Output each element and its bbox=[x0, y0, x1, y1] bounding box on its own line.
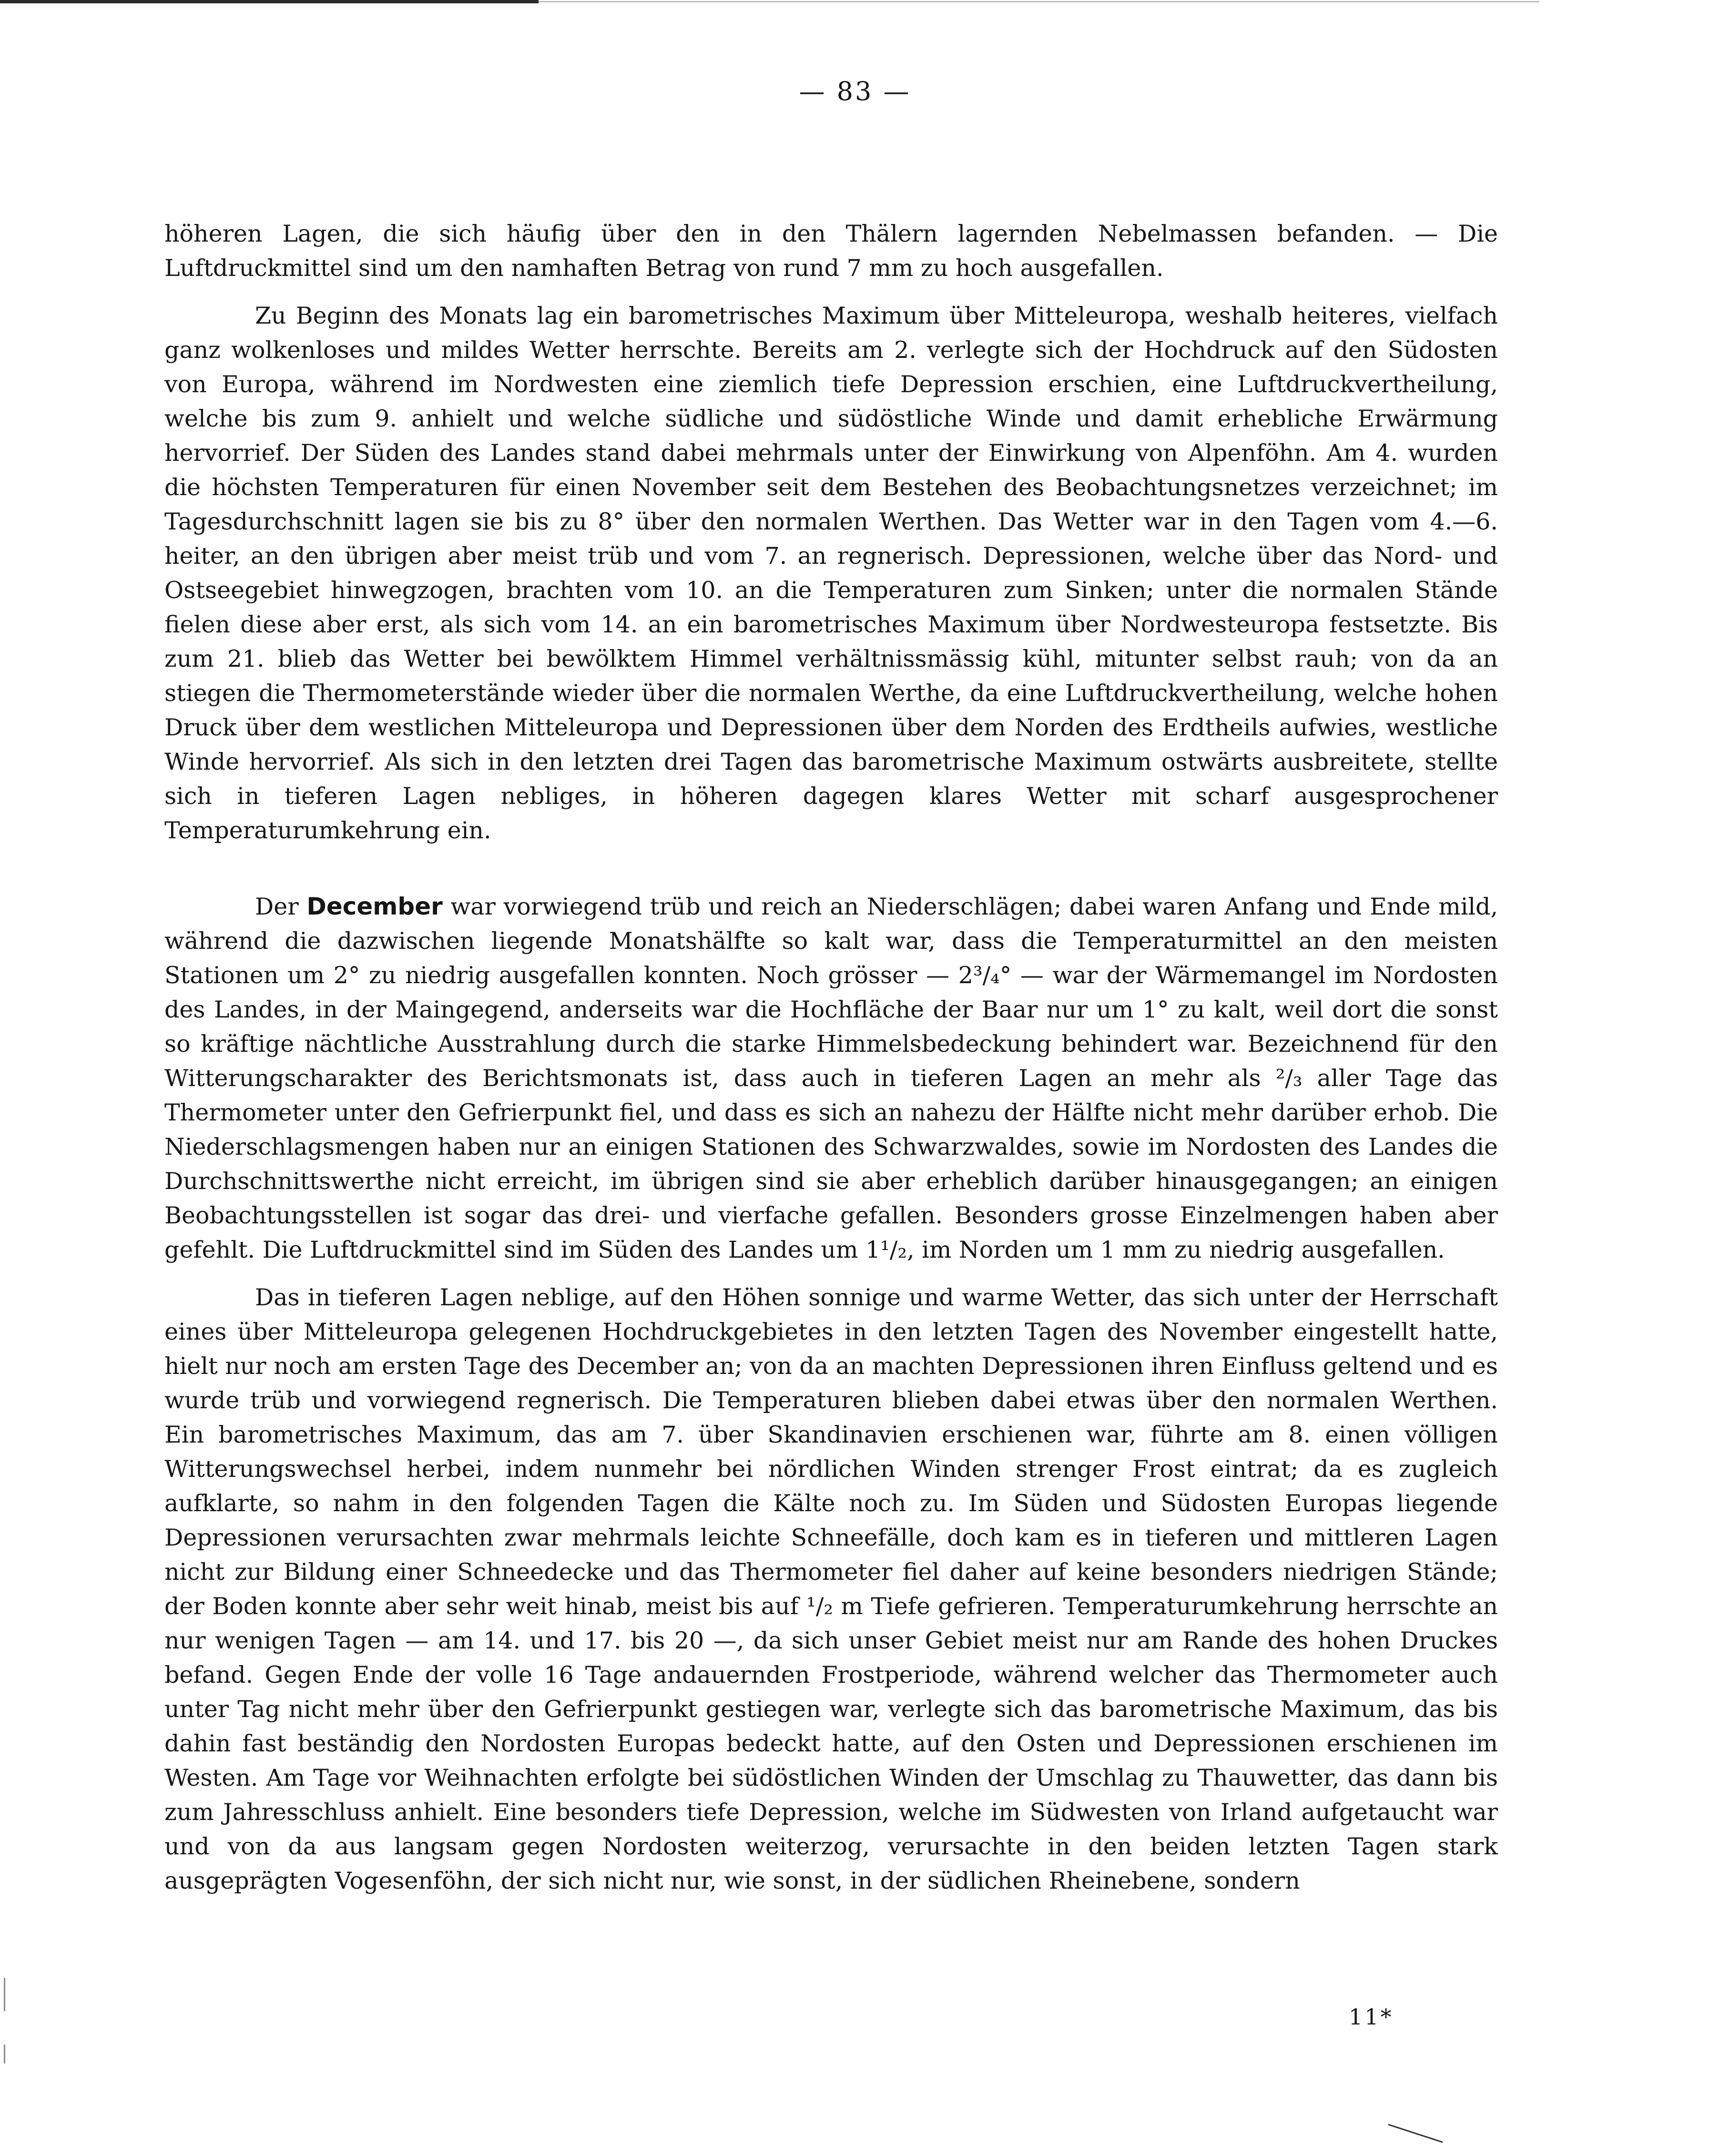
december-text-part2: — war der Wärmemangel im Nordosten des Landes, in der Maingegend, anderseits war die Hochfläche der Baar nur um 1° zu kalt, weil dort die sonst so kräftige nächtliche Ausstrahlung durch die starke Himmelsbedeckung behindert war. Bezeichnend für den Witterungscharakter des Berichtsmonats ist, dass auch in tieferen Lagen an mehr als bbox=[164, 962, 1498, 1092]
fraction-one-half: ¹/₂ bbox=[806, 1593, 833, 1620]
month-heading-december: December bbox=[306, 893, 443, 920]
sheet-signature: 11* bbox=[1349, 2004, 1394, 2030]
fraction-two-three-quarters: 2³/₄° bbox=[958, 962, 1012, 989]
top-border-rule bbox=[0, 0, 539, 3]
november-section bbox=[164, 217, 1498, 848]
paragraph-continuation: höheren Lagen, die sich häufig über den in den Thälern lagernden Nebelmassen befanden. — Die Luftdruckmittel sind um den namhaften Betrag von rund 7 mm zu hoch ausgefallen. bbox=[164, 220, 1498, 282]
paragraph-november: Zu Beginn des Monats lag ein barometrisches Maximum über Mitteleuropa, weshalb heiteres, vielfach ganz wolkenloses und mildes Wetter herrschte. Bereits am 2. verlegte sich der Hochdruck auf den Südosten von Europa, während im Nordwesten eine ziemlich tiefe Depression erschien, eine Luftdruckvertheilung, welche bis zum 9. anhielt und welche südliche und südöstliche Winde und damit erhebliche Erwärmung hervorrief. Der Süden des Landes stand dabei mehrmals unter der Einwirkung von Alpenföhn. Am 4. wurden die höchsten Temperaturen für einen November seit dem Bestehen des Beobachtungsnetzes verzeichnet; im Tagesdurchschnitt lagen sie bis zu 8° über den normalen Werthen. Das Wetter war in den Tagen vom 4.—6. heiter, an den übrigen aber meist trüb und vom 7. an regnerisch. Depressionen, welche über das Nord- und Ostseegebiet hinwegzogen, brachten vom 10. an die Temperaturen zum Sinken; unter die normalen Stände fielen diese aber erst, als sich vom 14. an ein barometrisches Maximum über Nordwesteuropa festsetzte. Bis zum 21. blieb das Wetter bei bewölktem Himmel verhältnissmässig kühl, mitunter selbst rauh; von da an stiegen die Thermometerstände wieder über die normalen Werthe, da eine Luftdruckvertheilung, welche hohen Druck über dem westlichen Mitteleuropa und Depressionen über dem Norden des Erdtheils aufwies, westliche Winde hervorrief. Als sich in den letzten drei Tagen das barometrische Maximum ostwärts ausbreitete, stellte sich in tieferen Lagen nebliges, in höheren dagegen klares Wetter mit scharf ausgesprochener Temperaturumkehrung ein. bbox=[164, 302, 1498, 844]
december-section bbox=[164, 889, 1498, 1898]
december-text-part1: war vorwiegend trüb und reich an Niederschlägen; dabei waren Anfang und Ende mild, während die dazwischen liegende Monatshälfte so kalt war, dass die Temperaturmittel an den meisten Stationen um 2° zu niedrig ausgefallen konnten. Noch grösser — bbox=[164, 893, 1498, 989]
top-border-rule-faint bbox=[539, 1, 1539, 2]
paragraph-december-summary bbox=[164, 889, 1498, 1267]
fraction-one-and-half: 1¹/₂ bbox=[865, 1236, 907, 1263]
scan-edge-mark bbox=[4, 2044, 5, 2064]
scan-corner-mark bbox=[1388, 2124, 1443, 2143]
december-lead-word: Der bbox=[255, 893, 299, 920]
scan-edge-mark bbox=[4, 1978, 5, 2011]
page-number: — 83 — bbox=[799, 76, 911, 106]
december-weather-text-cont: m Tiefe gefrieren. Temperaturumkehrung herrschte an nur wenigen Tagen — am 14. und 17. bis 20 —, da sich unser Gebiet meist nur am Rande des hohen Druckes befand. Gegen Ende der volle 16 Tage andauernden Frostperiode, während welcher das Thermometer auch unter Tag nicht mehr über den Gefrierpunkt gestiegen war, verlegte sich das barometrische Maximum, das bis dahin fast beständig den Nordosten Europas bedeckt hatte, auf den Osten und Depressionen erschienen im Westen. Am Tage vor Weihnachten erfolgte bei südöstlichen Winden der Umschlag zu Thauwetter, das dann bis zum Jahresschluss anhielt. Eine besonders tiefe Depression, welche im Südwesten von Irland aufgetaucht war und von da aus langsam gegen Nordosten weiterzog, verursachte in den beiden letzten Tagen stark ausgeprägten Vogesenföhn, der sich nicht nur, wie sonst, in der südlichen Rheinebene, sondern bbox=[164, 1593, 1498, 1894]
december-text-part4: , im Norden um 1 mm zu niedrig ausgefallen. bbox=[907, 1236, 1445, 1263]
fraction-two-thirds: ²/₃ bbox=[1275, 1065, 1303, 1092]
december-text-part3: aller Tage das Thermometer unter den Gefrierpunkt fiel, und dass es sich an nahezu der Hälfte nicht mehr darüber erhob. Die Niederschlagsmengen haben nur an einigen Stationen des Schwarzwaldes, sowie im Nordosten des Landes die Durchschnittswerthe nicht erreicht, im übrigen sind sie aber erheblich darüber hinausgegangen; an einigen Beobachtungsstellen ist sogar das drei- und vierfache gefallen. Besonders grosse Einzelmengen haben aber gefehlt. Die Luftdruckmittel sind im Süden des Landes um bbox=[164, 1065, 1498, 1263]
december-weather-text: Das in tieferen Lagen neblige, auf den Höhen sonnige und warme Wetter, das sich unter der Herrschaft eines über Mitteleuropa gelegenen Hochdruckgebietes in den letzten Tagen des November eingestellt hatte, hielt nur noch am ersten Tage des December an; von da an machten Depressionen ihren Einfluss geltend und es wurde trüb und vorwiegend regnerisch. Die Temperaturen blieben dabei etwas über den normalen Werthen. Ein barometrisches Maximum, das am 7. über Skandinavien erschienen war, führte am 8. einen völligen Witterungswechsel herbei, indem nunmehr bei nördlichen Winden strenger Frost eintrat; da es zugleich aufklarte, so nahm in den folgenden Tagen die Kälte noch zu. Im Süden und Südosten Europas liegende Depressionen verursachten zwar mehrmals leichte Schneefälle, doch kam es in tieferen und mittleren Lagen nicht zur Bildung einer Schneedecke und das Thermometer fiel daher auf keine besonders niedrigen Stände; der Boden konnte aber sehr weit hinab, meist bis auf bbox=[164, 1284, 1498, 1620]
paragraph-december-weather bbox=[164, 1281, 1498, 1898]
